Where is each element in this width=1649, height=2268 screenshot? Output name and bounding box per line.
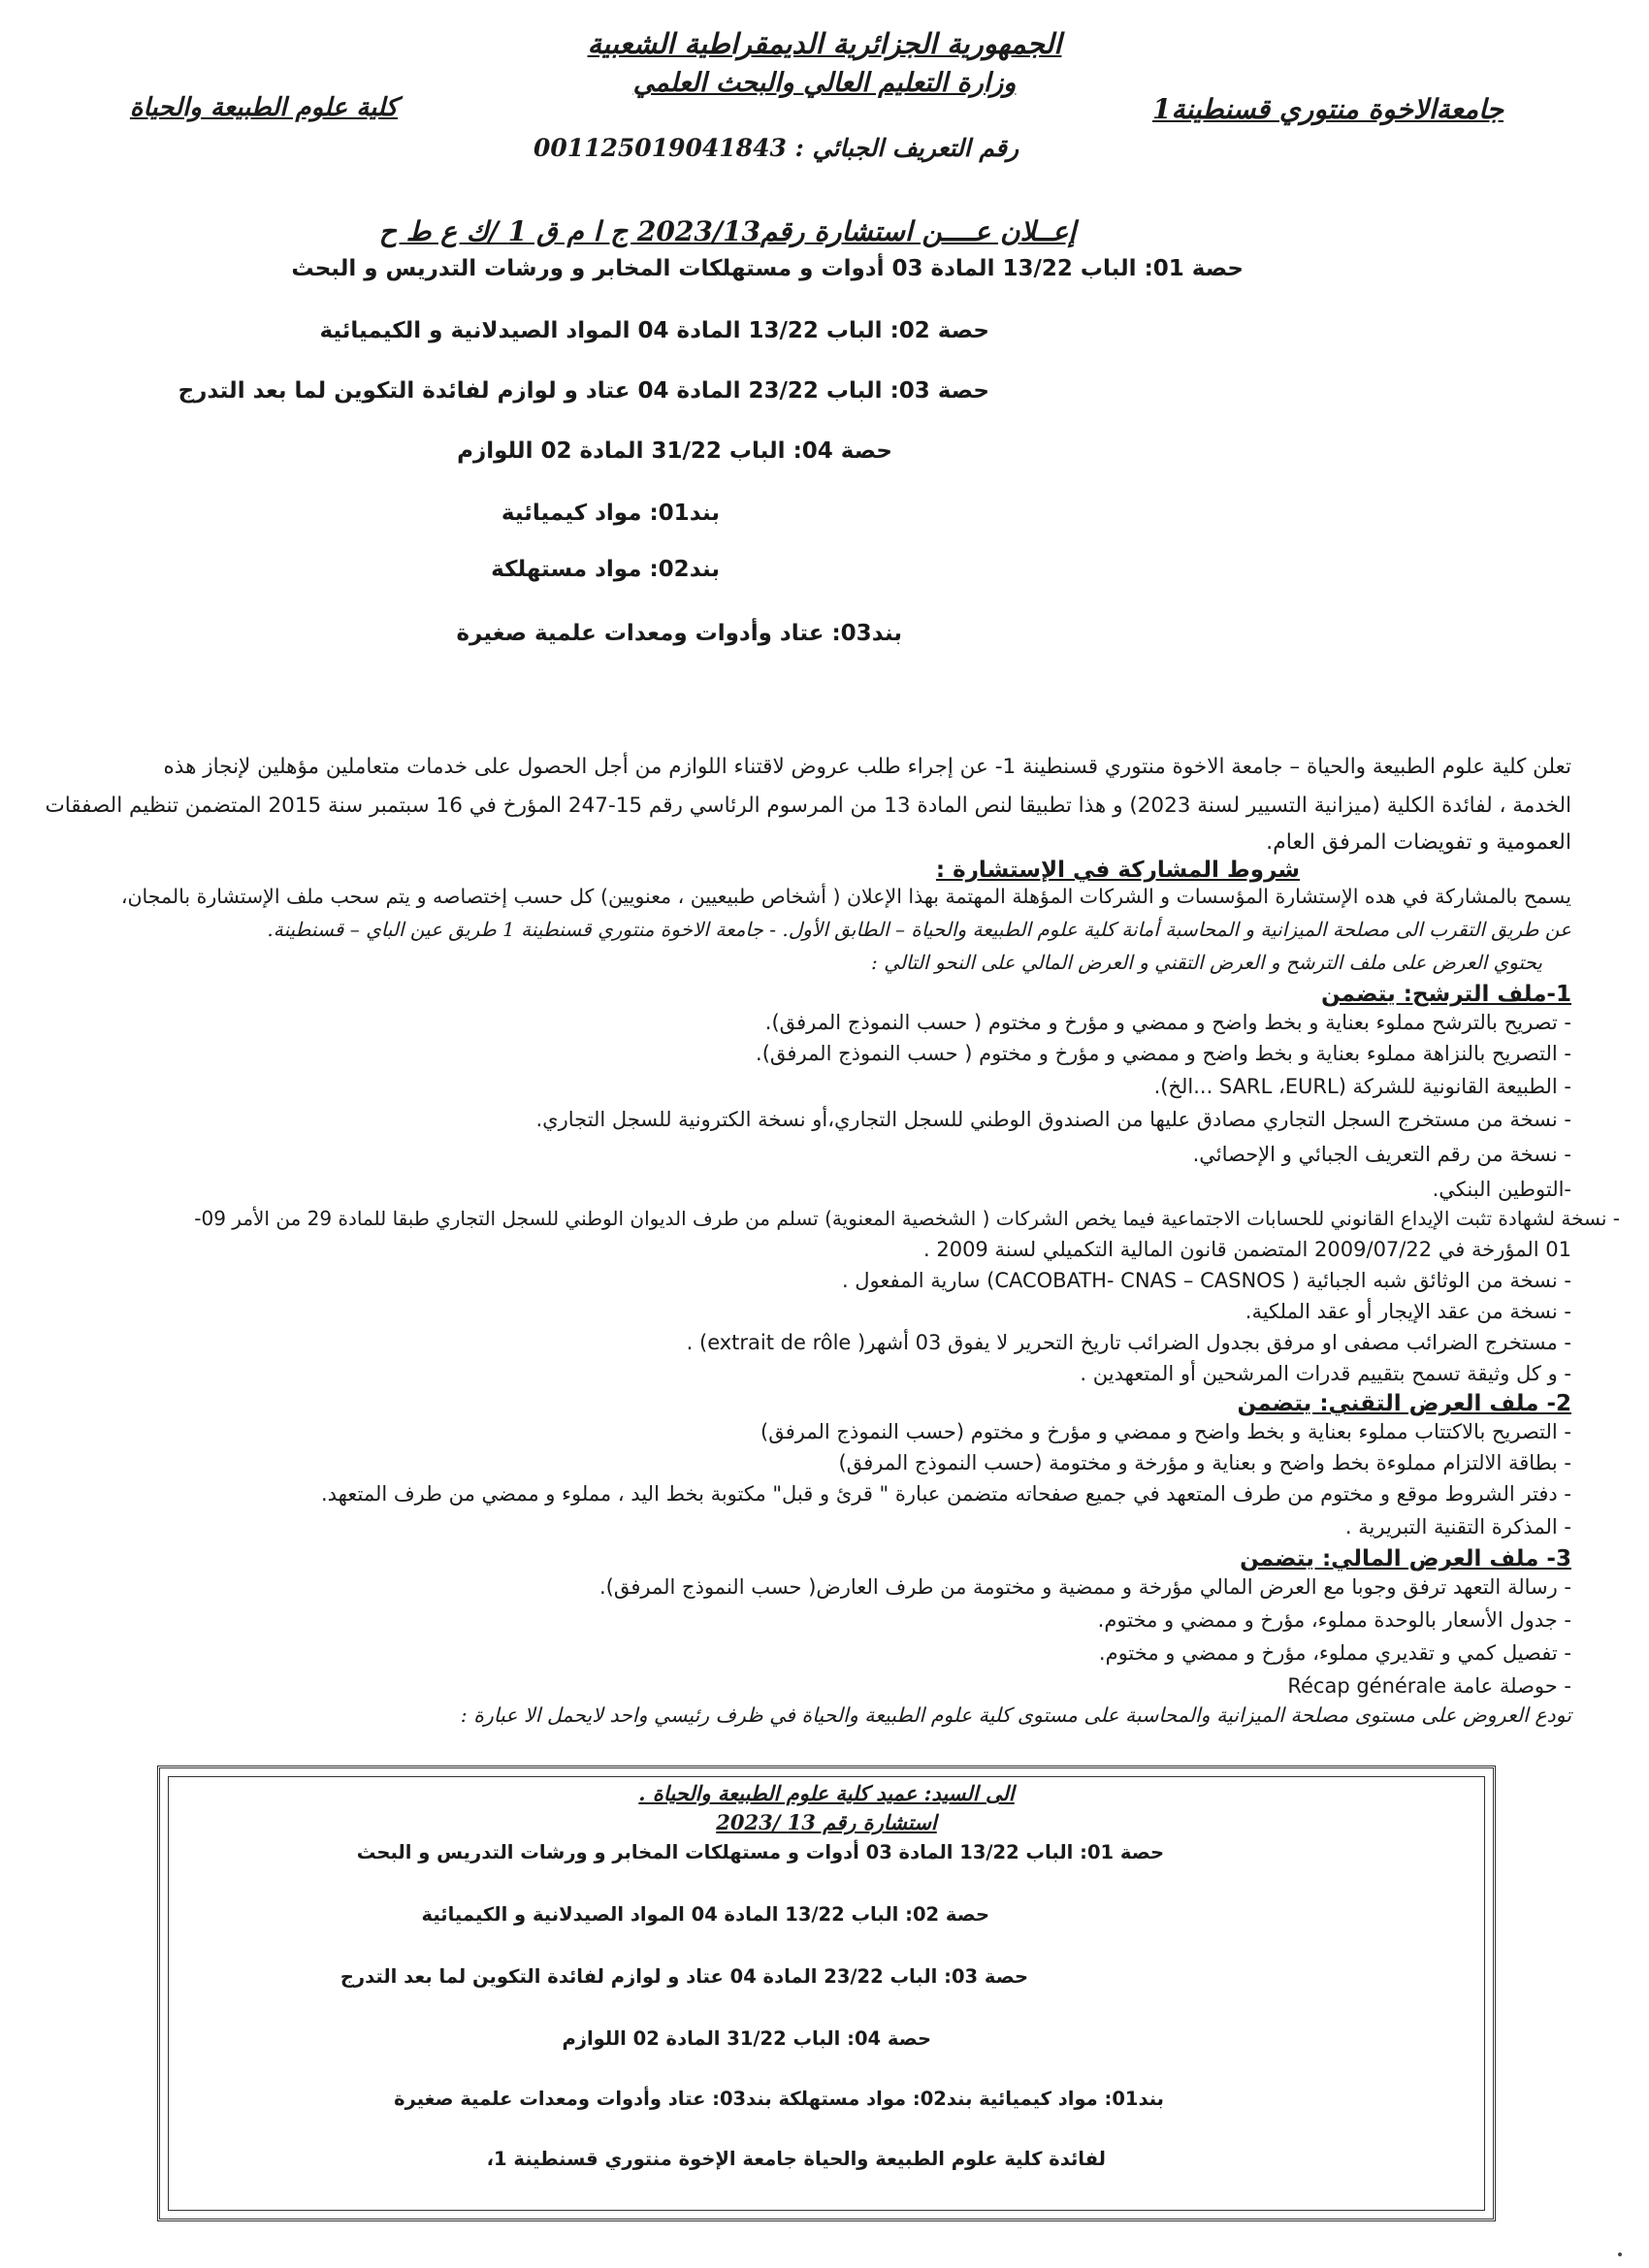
- conditions-heading: شروط المشاركة في الإستشارة :: [935, 858, 1300, 883]
- item-label: بند03:: [831, 621, 902, 646]
- lot-label: حصة 04:: [847, 2027, 931, 2050]
- lot-text: الباب 23/22 المادة 04 عتاد و لوازم لفائدة التكوين لما بعد التدرج: [178, 378, 883, 404]
- item-text: مواد كيميائية: [501, 501, 642, 526]
- technical-item: - التصريح بالاكتتاب مملوء بعناية و بخط واضح و ممضي و مؤرخ و مختوم (حسب النموذج المرفق): [760, 1420, 1571, 1443]
- conditions-line-3: يحتوي العرض على ملف الترشح و العرض التقني و العرض المالي على النحو التالي :: [870, 951, 1542, 974]
- candidacy-item: -التوطين البنكي.: [1432, 1178, 1571, 1201]
- item-03: [456, 621, 902, 646]
- lot-03: [178, 378, 989, 404]
- lot-label: حصة 03:: [944, 1965, 1028, 1988]
- lot-text: الباب 13/22 المادة 04 المواد الصيدلانية و الكيميائية: [421, 1903, 899, 1926]
- lot-label: حصة 04:: [792, 438, 892, 464]
- lot-text: الباب 31/22 المادة 02 اللوازم: [562, 2027, 841, 2050]
- lot-04: [457, 438, 892, 464]
- candidacy-item: - نسخة من رقم التعريف الجبائي و الإحصائي.: [1192, 1143, 1571, 1166]
- conditions-line-2: عن طريق التقرب الى مصلحة الميزانية و المحاسبة أمانة كلية علوم الطبيعة والحياة – الطابق الأول. - جامعة الاخوة منتوري قسنطينة 1 طريق عين الباي – قسنطينة.: [267, 918, 1571, 941]
- envelope-lot-01: [357, 1841, 1164, 1863]
- item-02: [491, 557, 720, 582]
- item-01: [501, 501, 720, 526]
- lot-text: الباب 13/22 المادة 03 أدوات و مستهلكات المخابر و ورشات التدريس و البحث: [291, 256, 1137, 281]
- lot-label: حصة 02:: [905, 1903, 989, 1926]
- envelope-lot-04: [562, 2027, 931, 2050]
- financial-heading: 3- ملف العرض المالي: يتضمن: [1240, 1546, 1571, 1571]
- tax-id-label: رقم التعريف الجبائي :: [794, 134, 1019, 162]
- lot-text: الباب 23/22 المادة 04 عتاد و لوازم لفائدة التكوين لما بعد التدرج: [340, 1965, 938, 1988]
- lot-01: [291, 256, 1244, 281]
- faculty-name: كلية علوم الطبيعة والحياة: [129, 93, 398, 122]
- lot-label: حصة 02:: [889, 318, 989, 343]
- candidacy-item: 01 المؤرخة في 2009/07/22 المتضمن قانون المالية التكميلي لسنة 2009 .: [922, 1238, 1571, 1261]
- envelope-consultation-number: استشارة رقم 13 /2023: [716, 1810, 937, 1834]
- tax-id: [485, 134, 1067, 162]
- candidacy-item: - تصريح بالترشح مملوء بعناية و بخط واضح و ممضي و مؤرخ و مختوم ( حسب النموذج المرفق).: [764, 1011, 1571, 1034]
- intro-line-1: تعلن كلية علوم الطبيعة والحياة – جامعة الاخوة منتوري قسنطينة 1- عن إجراء طلب عروض لاقتناء اللوازم من أجل الحصول على خدمات متعاملين مؤهلين لإنجاز هذه: [163, 755, 1571, 779]
- technical-heading: 2- ملف العرض التقني: يتضمن: [1237, 1391, 1571, 1416]
- deposit-instruction: تودع العروض على مستوى مصلحة الميزانية والمحاسبة على مستوى كلية علوم الطبيعة والحياة في ظرف رئيسي واحد لايحمل الا عبارة :: [460, 1703, 1571, 1727]
- candidacy-item: - الطبيعة القانونية للشركة (SARL ،EURL ...الخ).: [1153, 1075, 1571, 1098]
- lot-label: حصة 01:: [1144, 256, 1244, 281]
- lot-text: الباب 31/22 المادة 02 اللوازم: [457, 438, 786, 464]
- envelope-lot-03: [340, 1965, 1028, 1988]
- financial-item: - تفصيل كمي و تقديري مملوء، مؤرخ و ممضي و مختوم.: [1098, 1641, 1571, 1665]
- republic-heading: الجمهورية الجزائرية الديمقراطية الشعبية: [587, 27, 1062, 60]
- lot-02: [319, 318, 989, 343]
- envelope-addressee: الى السيد: عميد كلية علوم الطبيعة والحياة .: [638, 1781, 1015, 1805]
- financial-item: - رسالة التعهد ترفق وجوبا مع العرض المالي مؤرخة و ممضية و مختومة من طرف العارض( حسب النموذج المرفق).: [599, 1575, 1571, 1599]
- envelope-items-line: بند01: مواد كيميائية بند02: مواد مستهلكة بند03: عتاد وأدوات ومعدات علمية صغيرة: [394, 2088, 1164, 2110]
- financial-item: - جدول الأسعار بالوحدة مملوء، مؤرخ و ممضي و مختوم.: [1097, 1608, 1571, 1632]
- candidacy-item: - و كل وثيقة تسمح بتقييم قدرات المرشحين أو المتعهدين .: [1080, 1362, 1571, 1385]
- candidacy-item: - نسخة لشهادة تثبت الإيداع القانوني للحسابات الاجتماعية فيما يخص الشركات ( الشخصية المعنوية) تسلم من طرف الديوان الوطني للسجل التجاري طبقا للمادة 29 من الأمر 09-: [194, 1207, 1620, 1230]
- intro-line-3: العمومية و تفويضات المرفق العام.: [1266, 830, 1571, 855]
- lot-text: الباب 13/22 المادة 04 المواد الصيدلانية و الكيميائية: [319, 318, 883, 343]
- lot-label: حصة 03:: [889, 378, 989, 404]
- candidacy-item: - التصريح بالنزاهة مملوء بعناية و بخط واضح و ممضي و مؤرخ و مختوم ( حسب النموذج المرفق).: [756, 1042, 1571, 1065]
- item-text: مواد مستهلكة: [491, 557, 642, 582]
- candidacy-item: - مستخرج الضرائب مصفى او مرفق بجدول الضرائب تاريخ التحرير لا يفوق 03 أشهر( extrait de rôle) .: [686, 1331, 1571, 1354]
- announcement-title: إعــلان عــــن استشارة رقم2023/13 ج ا م ق 1 /ك ع ط ح: [378, 215, 1077, 247]
- intro-line-2: الخدمة ، لفائدة الكلية (ميزانية التسيير لسنة 2023) و هذا تطبيقا لنص المادة 13 من المرسوم الرئاسي رقم 15-247 المؤرخ في 16 سبتمبر سنة 2015 المتضمن تنظيم الصفقات: [45, 794, 1571, 818]
- technical-item: - بطاقة الالتزام مملوءة بخط واضح و بعناية و مؤرخة و مختومة (حسب النموذج المرفق): [838, 1451, 1571, 1474]
- candidacy-item: - نسخة من الوثائق شبه الجبائية ( CACOBATH- CNAS – CASNOS) سارية المفعول .: [841, 1269, 1571, 1292]
- envelope-lot-02: [422, 1903, 990, 1926]
- item-label: بند02:: [649, 557, 720, 582]
- tax-id-value: 001125019041843: [533, 134, 787, 162]
- technical-item: - دفتر الشروط موقع و مختوم من طرف المتعهد في جميع صفحاته متضمن عبارة " قرئ و قبل" مكتوبة بخط اليد ، مملوء و ممضي من طرف المتعهد.: [320, 1482, 1571, 1506]
- conditions-line-1: يسمح بالمشاركة في هده الإستشارة المؤسسات و الشركات المؤهلة المهتمة بهذا الإعلان ( أشخاص طبيعيين ، معنويين) كل حسب إختصاصه و يتم سحب ملف الإستشارة بالمجان،: [120, 885, 1571, 908]
- candidacy-item: - نسخة من عقد الإيجار أو عقد الملكية.: [1245, 1300, 1571, 1323]
- technical-item: - المذكرة التقنية التبريرية .: [1344, 1515, 1571, 1539]
- item-text: عتاد وأدوات ومعدات علمية صغيرة: [456, 621, 824, 646]
- lot-label: حصة 01:: [1080, 1841, 1164, 1863]
- scan-speck: [1618, 2252, 1622, 2256]
- envelope-footer: لفائدة كلية علوم الطبيعة والحياة جامعة الإخوة منتوري قسنطينة 1،: [486, 2148, 1106, 2170]
- financial-item: - حوصلة عامة Récap générale: [1287, 1674, 1571, 1698]
- item-label: بند01:: [649, 501, 720, 526]
- university-name: جامعةالاخوة منتوري قسنطينة1: [1151, 93, 1504, 125]
- candidacy-heading: 1-ملف الترشح: يتضمن: [1320, 982, 1571, 1007]
- lot-text: الباب 13/22 المادة 03 أدوات و مستهلكات المخابر و ورشات التدريس و البحث: [356, 1841, 1074, 1863]
- ministry-heading: وزارة التعليم العالي والبحث العلمي: [632, 68, 1017, 98]
- candidacy-item: - نسخة من مستخرج السجل التجاري مصادق عليها من الصندوق الوطني للسجل التجاري،أو نسخة الكترونية للسجل التجاري.: [535, 1108, 1571, 1131]
